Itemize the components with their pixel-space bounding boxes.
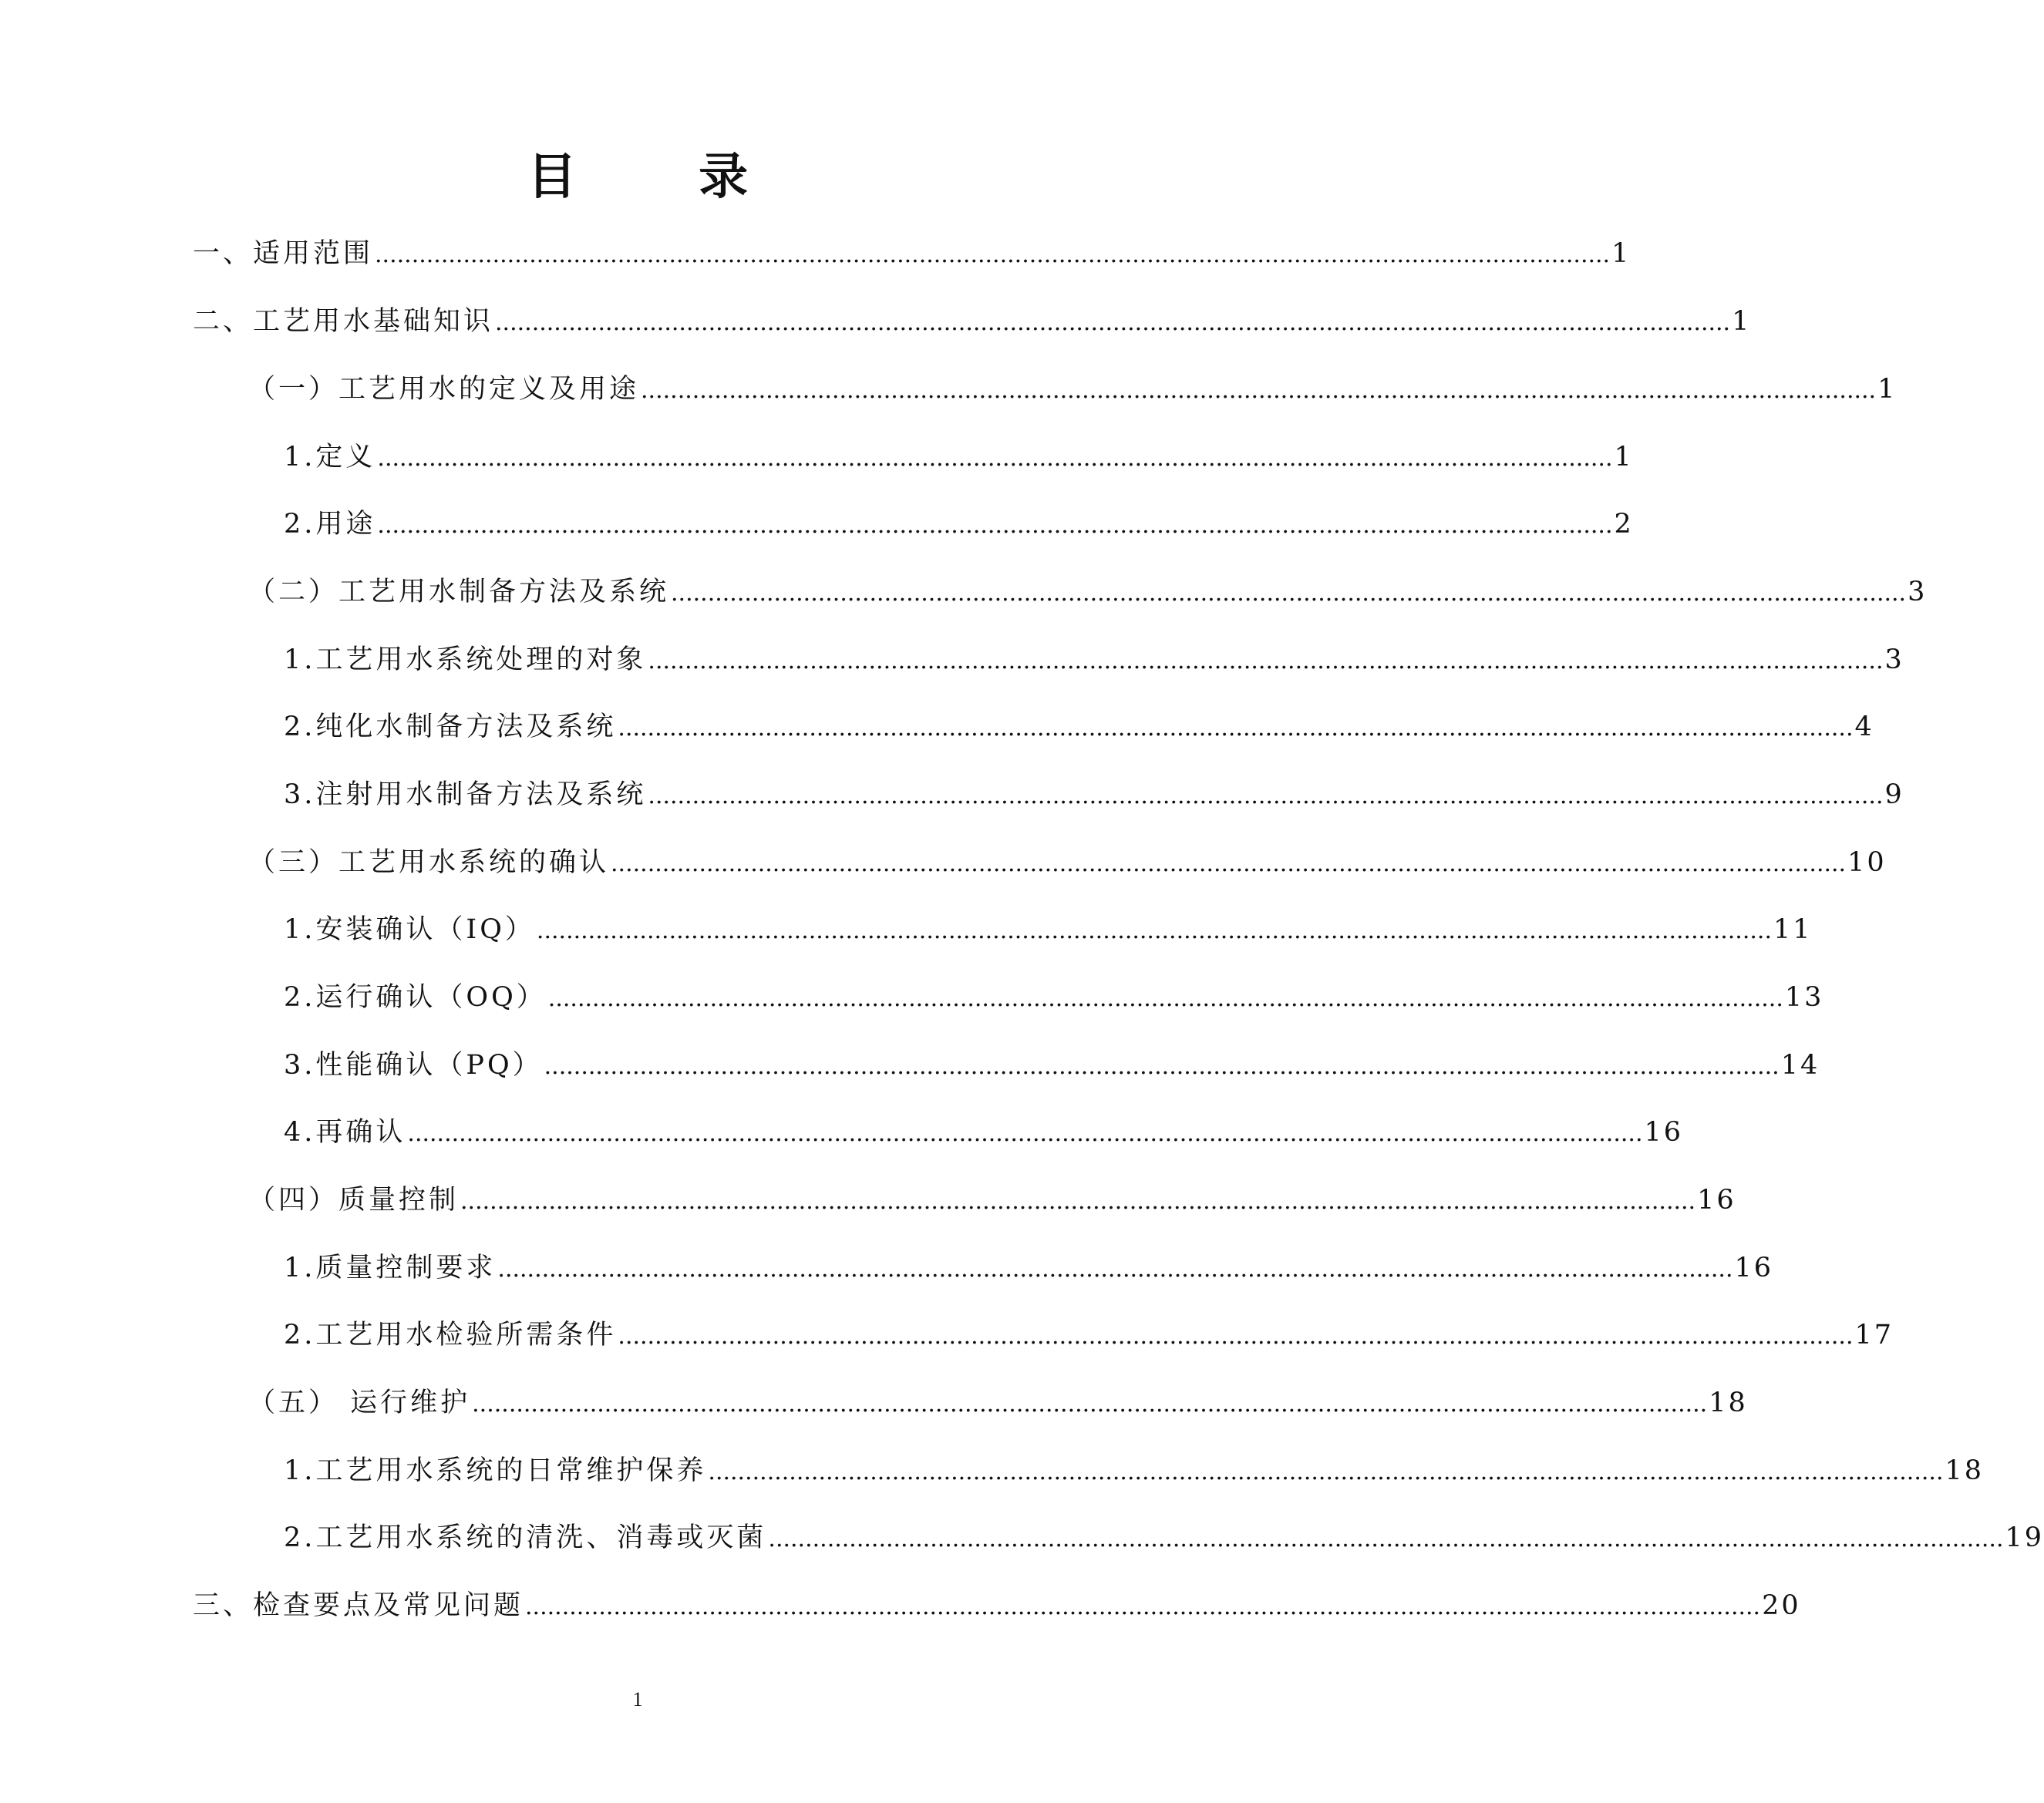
toc-entry[interactable] xyxy=(284,644,1904,676)
page-number: 1 xyxy=(632,1688,643,1710)
toc-entry-label: 3.注射用水制备方法及系统 xyxy=(284,779,647,810)
toc-entry-page: 2 xyxy=(1614,509,1634,540)
toc-entry[interactable] xyxy=(284,1049,1820,1081)
toc-entry[interactable] xyxy=(248,576,1928,608)
dot-leader: ........................................................................................................................................................................ xyxy=(544,1053,1780,1080)
toc-entry-label: 一、适用范围 xyxy=(193,238,374,269)
toc-entry-label: （三）工艺用水系统的确认 xyxy=(248,847,610,878)
dot-leader: ........................................................................................................................................................................ xyxy=(536,917,1772,944)
toc-entry[interactable] xyxy=(193,305,1752,338)
toc-entry[interactable] xyxy=(284,1319,1894,1351)
toc-entry-page: 1 xyxy=(1611,238,1631,269)
toc-entry-label: （一）工艺用水的定义及用途 xyxy=(248,374,640,405)
toc-entry[interactable] xyxy=(284,1116,1684,1149)
dot-leader: ........................................................................................................................................................................ xyxy=(460,1188,1696,1215)
toc-entry[interactable] xyxy=(284,1252,1774,1284)
toc-entry-page: 19 xyxy=(2005,1522,2044,1553)
toc-entry[interactable] xyxy=(248,1387,1748,1419)
toc-entry[interactable] xyxy=(284,913,1813,946)
toc-entry[interactable] xyxy=(284,711,1874,743)
toc-entry-label: 1.工艺用水系统的日常维护保养 xyxy=(284,1455,707,1486)
toc-entry-page: 3 xyxy=(1884,644,1904,675)
dot-leader: ........................................................................................................................................................................ xyxy=(407,1120,1643,1147)
toc-entry-page: 16 xyxy=(1697,1185,1736,1216)
toc-entry-label: 二、工艺用水基础知识 xyxy=(193,306,494,337)
toc-entry-label: 2.纯化水制备方法及系统 xyxy=(284,711,617,742)
toc-entry-label: （二）工艺用水制备方法及系统 xyxy=(248,577,670,607)
dot-leader: ........................................................................................................................................................................ xyxy=(611,850,1847,877)
toc-entry[interactable] xyxy=(248,846,1887,879)
toc-entry-page: 9 xyxy=(1884,779,1904,810)
toc-entry-label: 3.性能确认（PQ） xyxy=(284,1050,543,1081)
toc-entry-page: 1 xyxy=(1614,442,1634,473)
toc-entry[interactable] xyxy=(284,981,1824,1014)
dot-leader: ........................................................................................................................................................................ xyxy=(495,309,1731,336)
toc-entry[interactable] xyxy=(284,1455,1985,1487)
toc-entry[interactable] xyxy=(248,373,1898,405)
toc-entry-label: 2.工艺用水系统的清洗、消毒或灭菌 xyxy=(284,1522,767,1553)
toc-entry-page: 17 xyxy=(1854,1320,1894,1351)
toc-entry-label: 2.用途 xyxy=(284,509,376,540)
toc-entry[interactable] xyxy=(284,779,1904,811)
toc-entry-label: 三、检查要点及常见问题 xyxy=(193,1590,524,1621)
toc-entry-page: 20 xyxy=(1762,1590,1801,1621)
toc-entry[interactable] xyxy=(284,441,1634,473)
toc-entry-label: 1.工艺用水系统处理的对象 xyxy=(284,644,647,675)
toc-entry-label: 1.定义 xyxy=(284,442,376,473)
toc-entry-page: 13 xyxy=(1784,982,1824,1013)
toc-entry-label: 4.再确认 xyxy=(284,1117,406,1148)
toc-entry-page: 1 xyxy=(1877,374,1898,405)
dot-leader: ........................................................................................................................................................................ xyxy=(671,580,1907,607)
dot-leader: ........................................................................................................................................................................ xyxy=(547,985,1783,1012)
toc-entry-label: （四）质量控制 xyxy=(248,1185,460,1216)
toc-entry-page: 4 xyxy=(1854,711,1874,742)
toc-entry-page: 14 xyxy=(1780,1050,1820,1081)
dot-leader: ........................................................................................................................................................................ xyxy=(377,512,1613,539)
dot-leader: ........................................................................................................................................................................ xyxy=(648,648,1884,674)
toc-entry-label: 2.工艺用水检验所需条件 xyxy=(284,1320,617,1351)
toc-entry-label: （五） 运行维护 xyxy=(248,1388,471,1418)
toc-entry-page: 18 xyxy=(1709,1388,1748,1418)
toc-entry-page: 3 xyxy=(1908,577,1928,607)
toc-entry[interactable] xyxy=(248,1184,1736,1216)
toc-entry-page: 16 xyxy=(1734,1253,1774,1283)
toc-entry-page: 18 xyxy=(1945,1455,1985,1486)
toc-entry-page: 11 xyxy=(1773,914,1813,945)
toc-entry-label: 1.安装确认（IQ） xyxy=(284,914,535,945)
toc-entry-page: 1 xyxy=(1732,306,1752,337)
dot-leader: ........................................................................................................................................................................ xyxy=(708,1458,1944,1485)
dot-leader: ........................................................................................................................................................................ xyxy=(472,1391,1708,1418)
dot-leader: ........................................................................................................................................................................ xyxy=(377,445,1613,472)
page-title: 目 录 xyxy=(527,149,801,206)
toc-entry[interactable] xyxy=(193,237,1631,270)
toc-entry-page: 16 xyxy=(1644,1117,1684,1148)
toc-entry[interactable] xyxy=(284,508,1634,540)
toc-entry-label: 1.质量控制要求 xyxy=(284,1253,497,1283)
toc-entry-label: 2.运行确认（OQ） xyxy=(284,982,547,1013)
dot-leader: ........................................................................................................................................................................ xyxy=(648,782,1884,809)
dot-leader: ........................................................................................................................................................................ xyxy=(618,715,1854,742)
toc-entry[interactable] xyxy=(284,1522,2044,1554)
dot-leader: ........................................................................................................................................................................ xyxy=(497,1256,1733,1283)
dot-leader: ........................................................................................................................................................................ xyxy=(618,1323,1854,1350)
toc-entry[interactable] xyxy=(193,1589,1801,1622)
dot-leader: ........................................................................................................................................................................ xyxy=(641,377,1877,404)
dot-leader: ........................................................................................................................................................................ xyxy=(375,241,1611,268)
dot-leader: ........................................................................................................................................................................ xyxy=(525,1593,1761,1620)
dot-leader: ........................................................................................................................................................................ xyxy=(768,1525,2004,1552)
toc-entry-page: 10 xyxy=(1847,847,1887,878)
